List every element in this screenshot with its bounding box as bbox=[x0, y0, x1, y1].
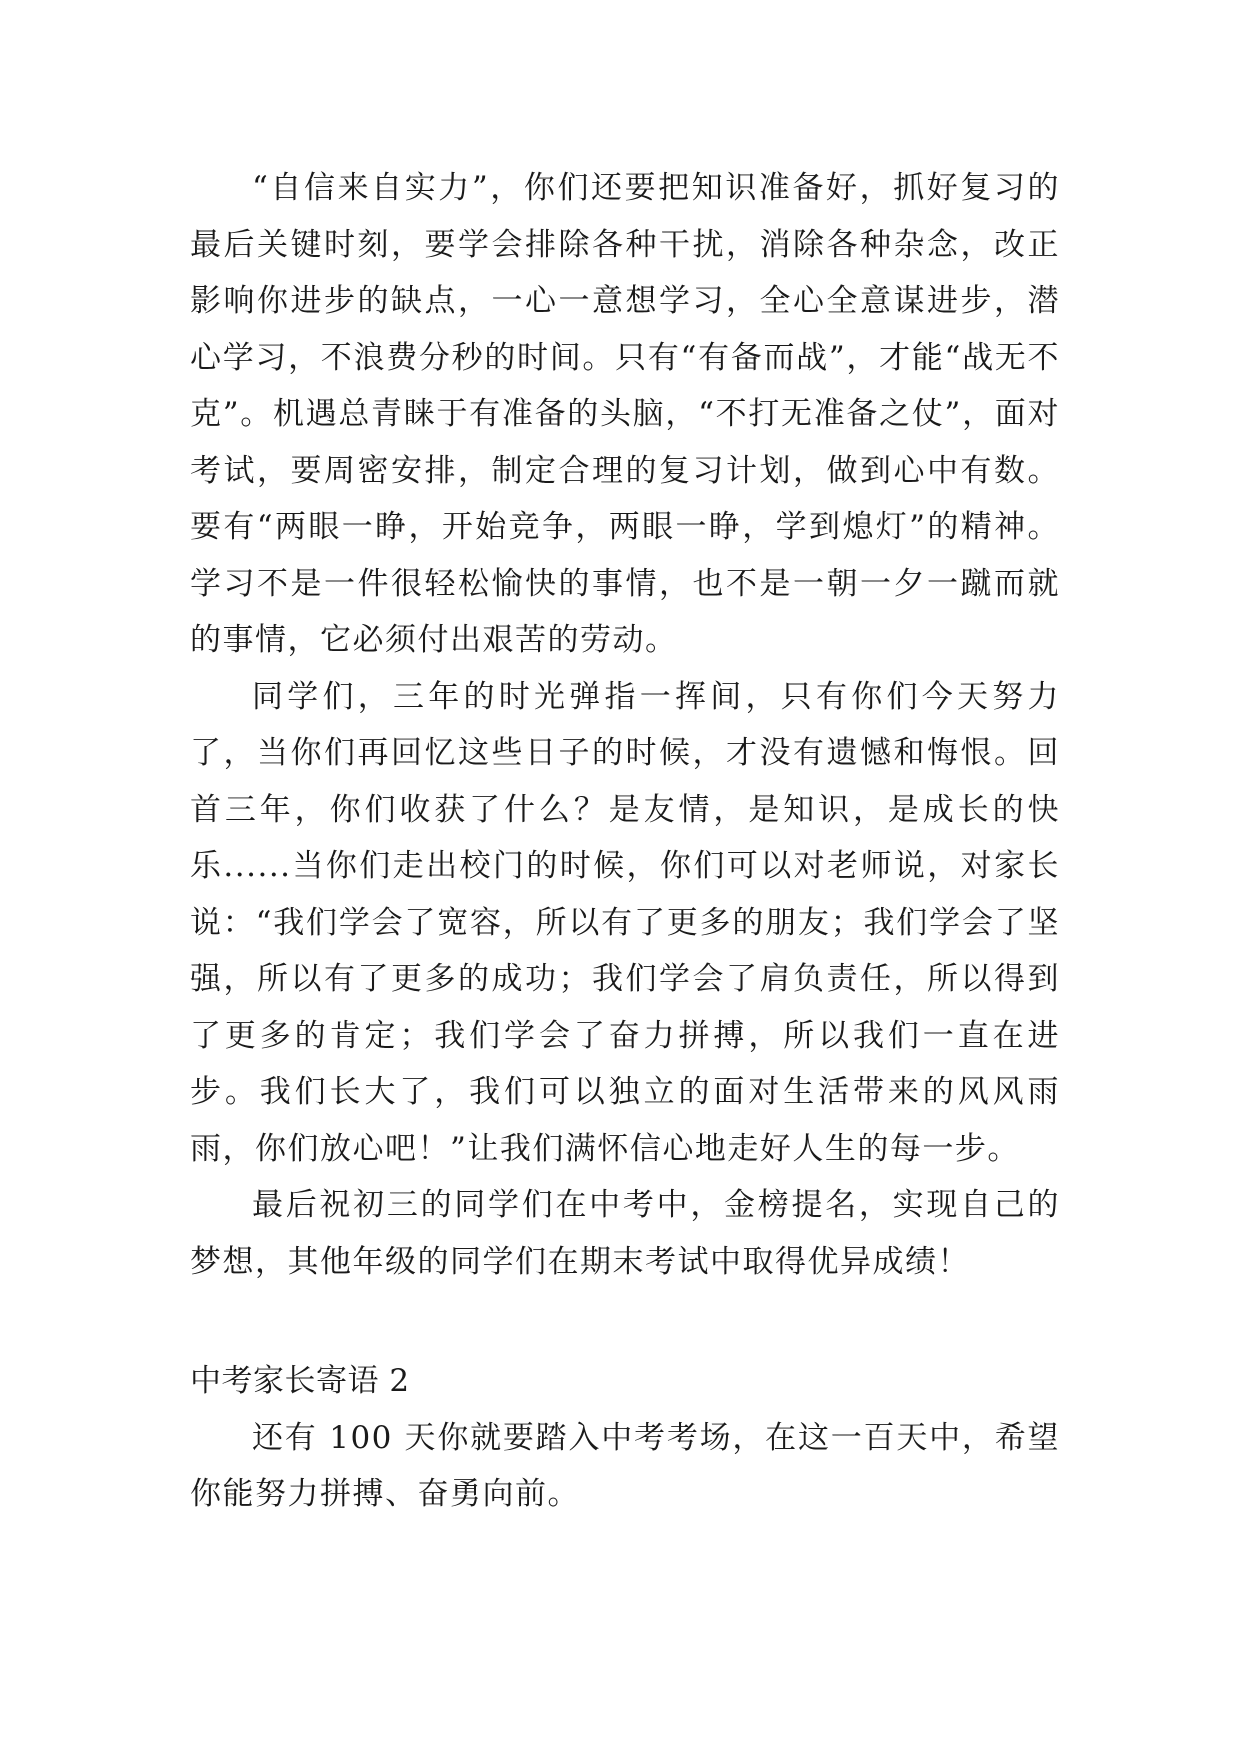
section-paragraph: 还有 100 天你就要踏入中考考场，在这一百天中，希望你能努力拼搏、奋勇向前。 bbox=[190, 1419, 1060, 1512]
body-paragraph-1: “自信来自实力”，你们还要把知识准备好，抓好复习的最后关键时刻，要学会排除各种干扰，消除各种杂念，改正影响你进步的缺点，一心一意想学习，全心全意谋进步，潜心学习，不浪费分秒的时间。只有“有备而战”，才能“战无不克”。机遇总青睐于有准备的头脑，“不打无准备之仗”，面对考试，要周密安排，制定合理的复习计划，做到心中有数。要有“两眼一睁，开始竞争，两眼一睁，学到熄灯”的精神。学习不是一件很轻松愉快的事情，也不是一朝一夕一蹴而就的事情，它必须付出艰苦的劳动。 bbox=[190, 170, 1060, 658]
document-body bbox=[190, 160, 1060, 1523]
body-paragraph-2: 同学们，三年的时光弹指一挥间，只有你们今天努力了，当你们再回忆这些日子的时候，才没有遗憾和悔恨。回首三年，你们收获了什么？是友情，是知识，是成长的快乐......当你们走出校门的时候，你们可以对老师说，对家长说：“我们学会了宽容，所以有了更多的朋友；我们学会了坚强，所以有了更多的成功；我们学会了肩负责任，所以得到了更多的肯定；我们学会了奋力拼搏，所以我们一直在进步。我们长大了，我们可以独立的面对生活带来的风风雨雨，你们放心吧！”让我们满怀信心地走好人生的每一步。 bbox=[190, 678, 1060, 1167]
body-paragraph-3: 最后祝初三的同学们在中考中，金榜提名，实现自己的梦想，其他年级的同学们在期末考试中取得优异成绩！ bbox=[190, 1187, 1060, 1280]
section-heading: 中考家长寄语 2 bbox=[190, 1363, 410, 1399]
